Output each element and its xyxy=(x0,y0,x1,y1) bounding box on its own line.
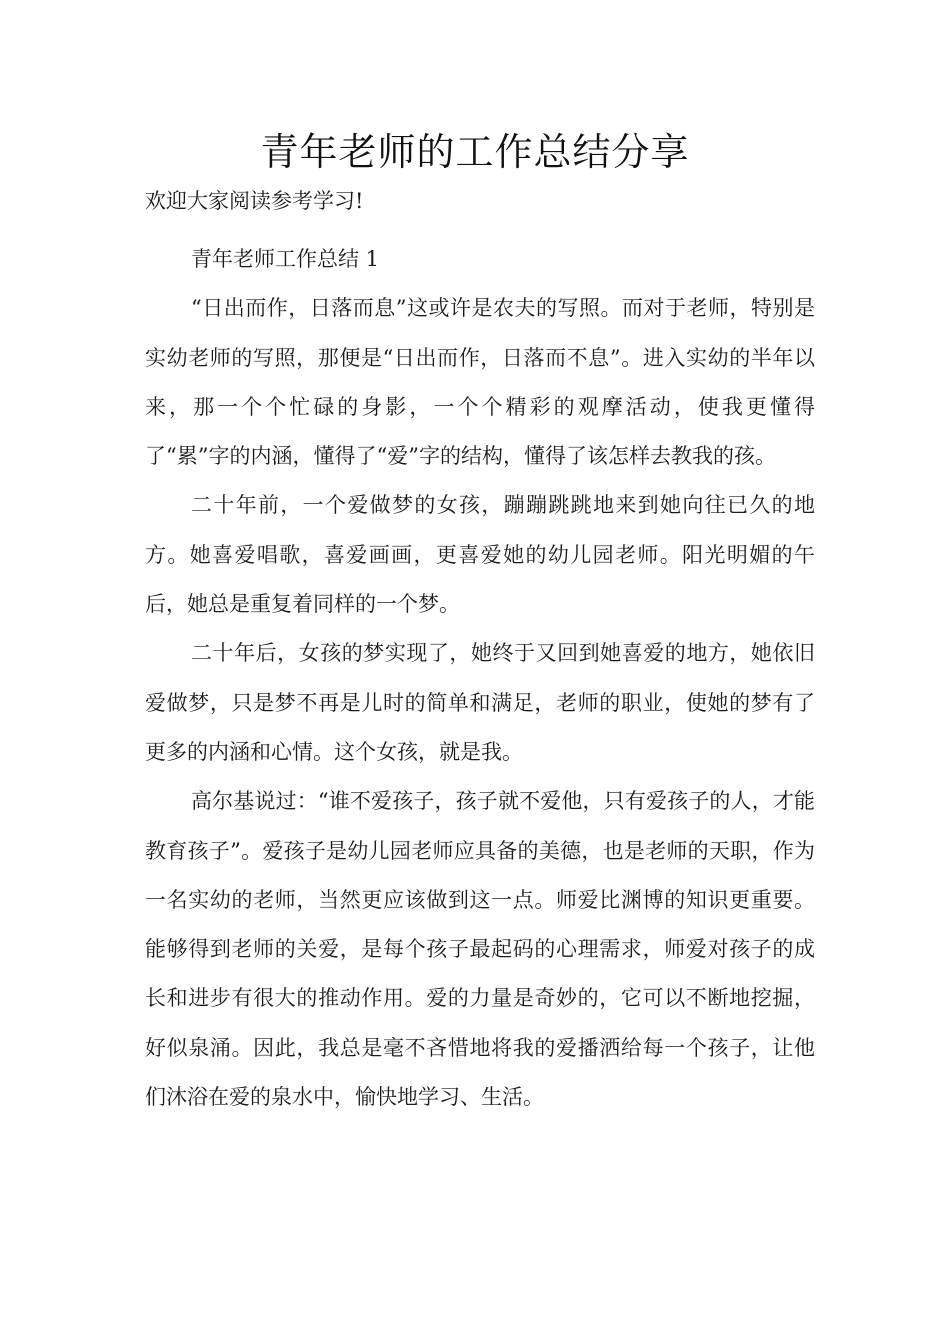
paragraph: 二十年前，一个爱做梦的女孩，蹦蹦跳跳地来到她向往已久的地方。她喜爱唱歌，喜爱画画，更喜爱她的幼儿园老师。阳光明媚的午后，她总是重复着同样的一个梦。 xyxy=(145,493,815,617)
document-body xyxy=(145,235,815,1122)
paragraph: 二十年后，女孩的梦实现了，她终于又回到她喜爱的地方，她依旧爱做梦，只是梦不再是儿时的简单和满足，老师的职业，使她的梦有了更多的内涵和心情。这个女孩，就是我。 xyxy=(145,641,815,764)
document-title: 青年老师的工作总结分享 xyxy=(260,130,690,174)
paragraph: 高尔基说过：“谁不爱孩子，孩子就不爱他，只有爱孩子的人，才能教育孩子”。爱孩子是幼儿园老师应具备的美德，也是老师的天职，作为一名实幼的老师，当然更应该做到这一点。师爱比渊博的知识更重要。能够得到老师的关爱，是每个孩子最起码的心理需求，师爱对孩子的成长和进步有很大的推动作用。爱的力量是奇妙的，它可以不断地挖掘，好似泉涌。因此，我总是毫不吝惜地将我的爱播洒给每一个孩子，让他们沐浴在爱的泉水中，愉快地学习、生活。 xyxy=(145,789,815,1110)
intro-line: 欢迎大家阅读参考学习! xyxy=(145,189,364,213)
section-heading: 青年老师工作总结 1 xyxy=(191,247,380,271)
paragraph: “日出而作，日落而息”这或许是农夫的写照。而对于老师，特别是实幼老师的写照，那便是“日出而作，日落而不息”。进入实幼的半年以来，那一个个忙碌的身影，一个个精彩的观摩活动，使我更懂得了“累”字的内涵，懂得了“爱”字的结构，懂得了该怎样去教我的孩。 xyxy=(145,296,815,469)
